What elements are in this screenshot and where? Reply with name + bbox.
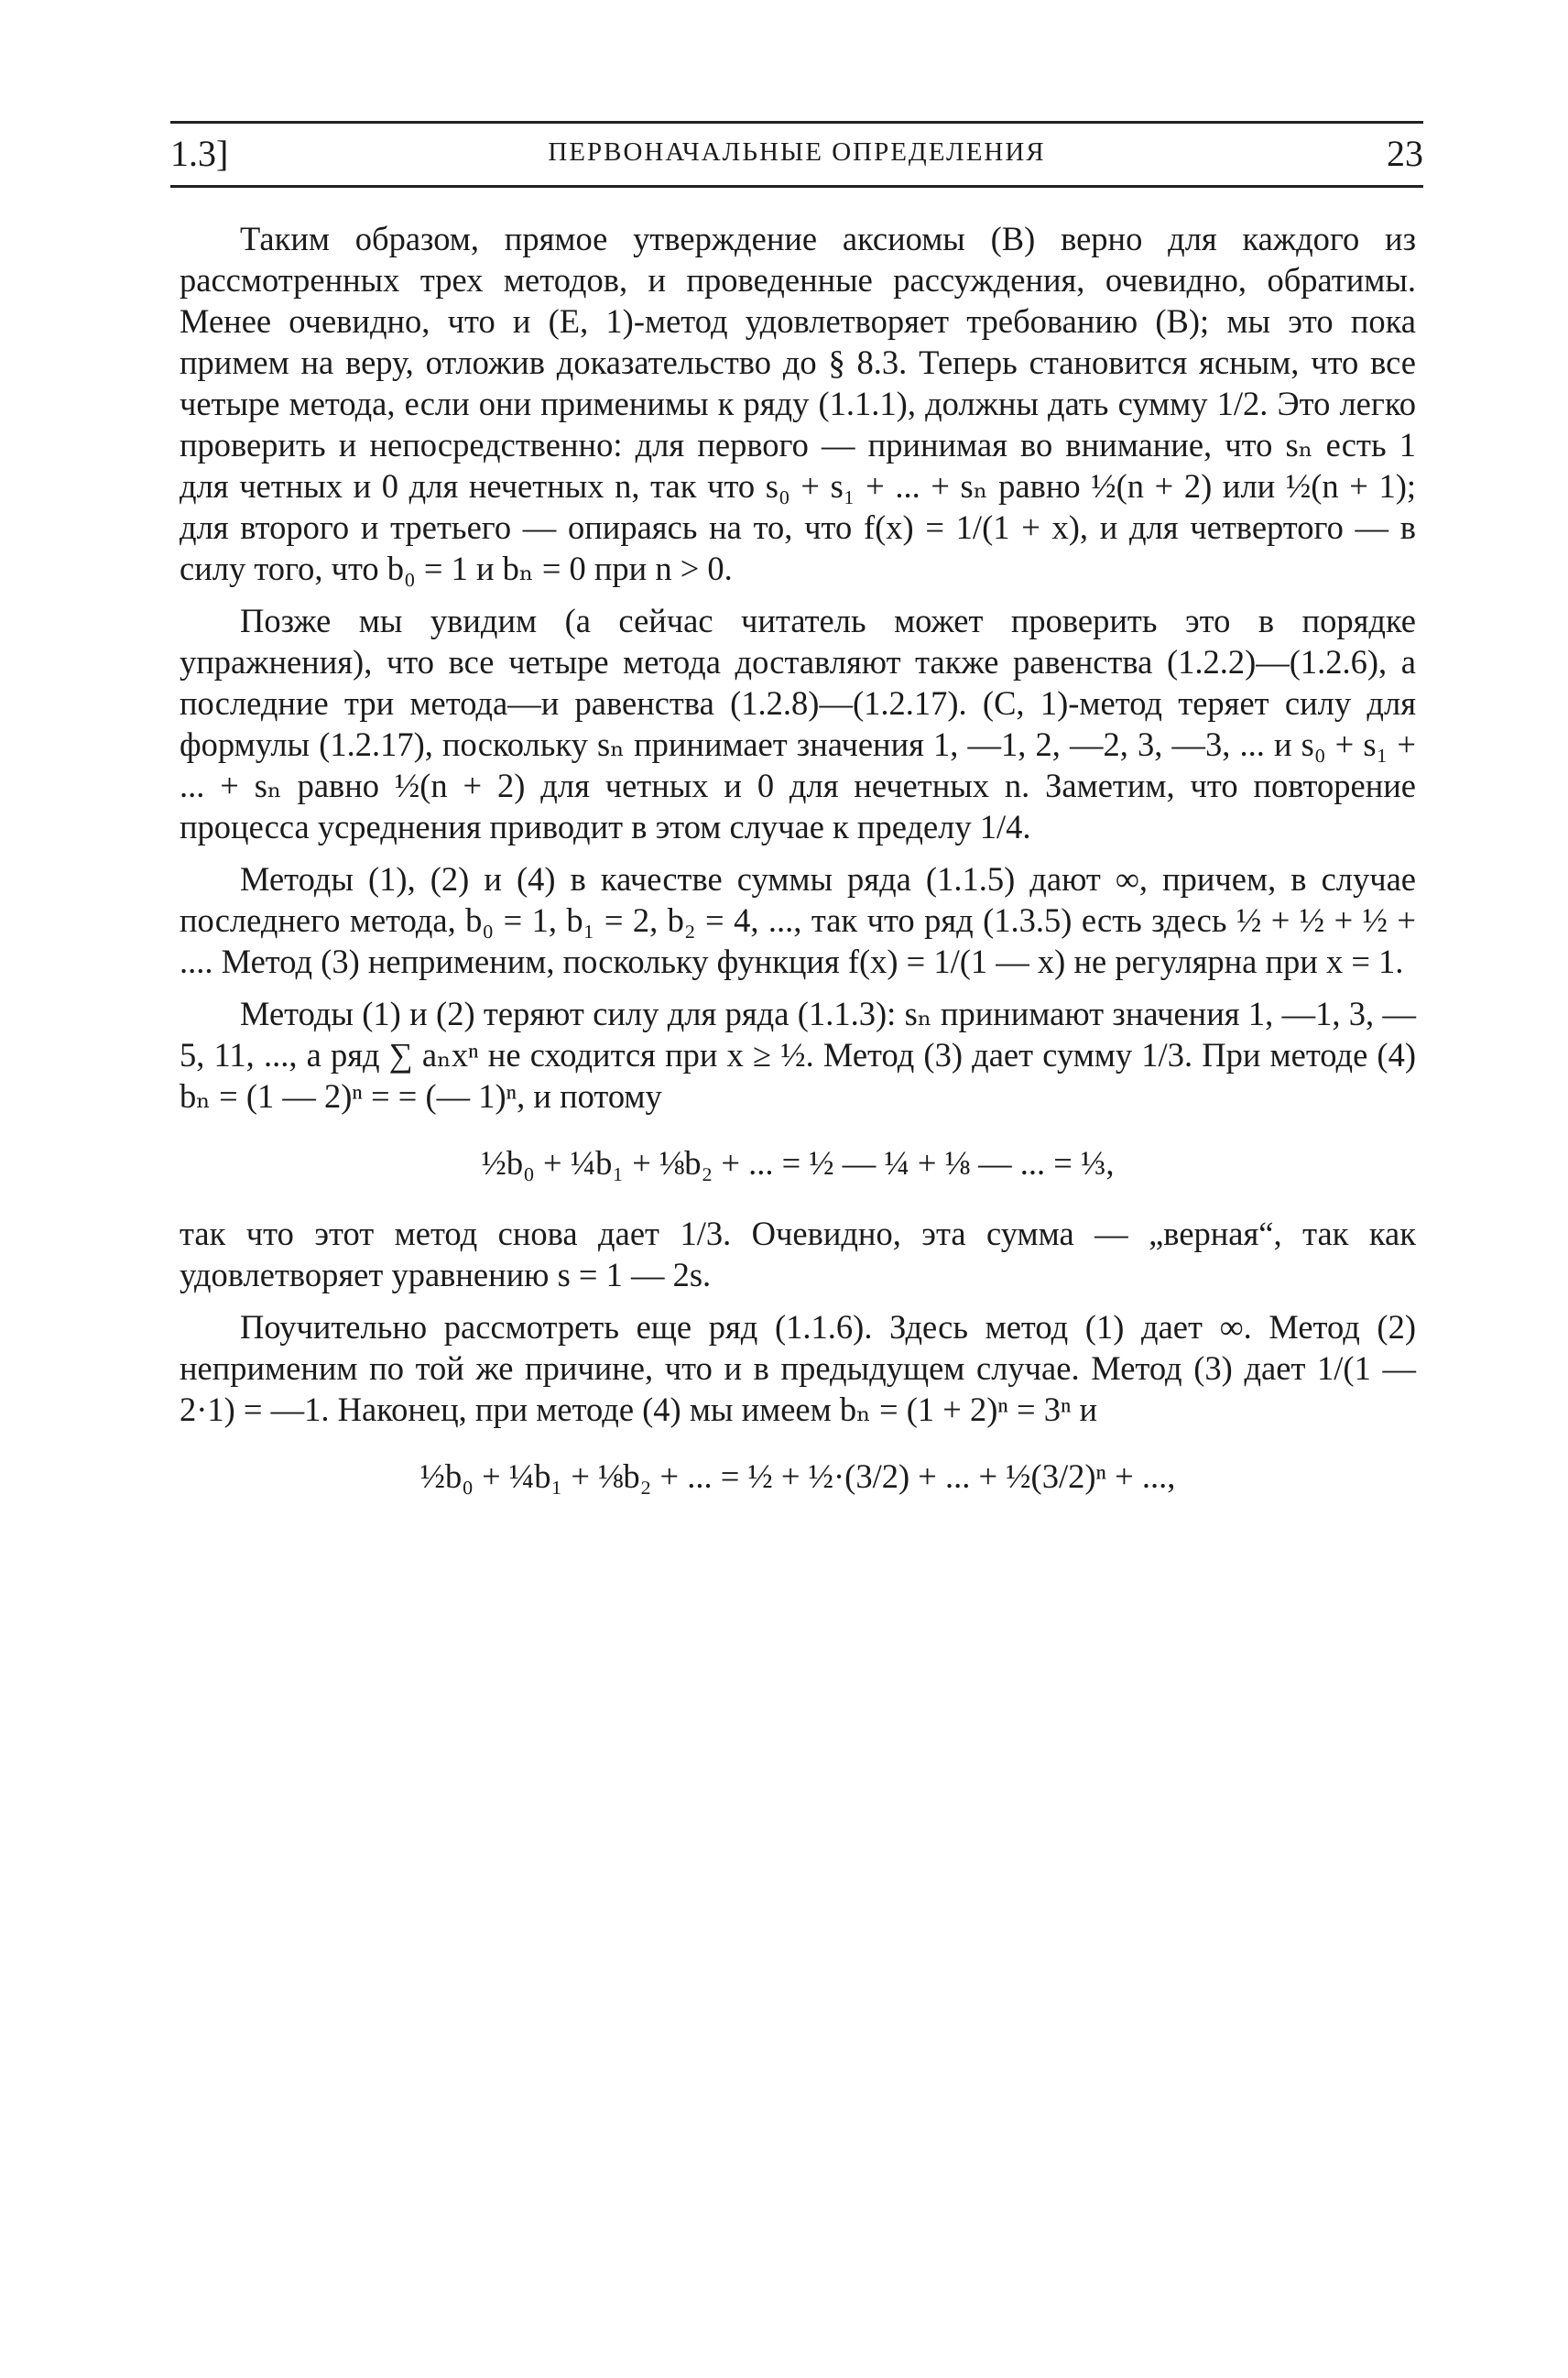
paragraph-later-we-will-see: Позже мы увидим (а сейчас читатель может проверить это в порядке упражнения), что все четыре метода доставляют также равенства (1.2.2)—(1.2.6), а последние три метода—и равенства (1.2.8)—(1.2.17). (C, 1)-метод теряет силу для формулы (1.2.17), поскольку sₙ принимает значения 1, —1, 2, —2, 3, —3, ... и s₀ + s₁ + ... + sₙ равно ½(n + 2) для четных и 0 для нечетных n. Заметим, что повторение процесса усреднения приводит в этом случае к пределу 1/4. — [180, 602, 1416, 845]
header-bottom-rule — [170, 185, 1423, 188]
header-top-rule — [170, 121, 1423, 124]
running-header — [170, 121, 1423, 189]
running-title: ПЕРВОНАЧАЛЬНЫЕ ОПРЕДЕЛЕНИЯ — [548, 137, 1046, 167]
display-formula-divergent-series: ½b₀ + ¼b₁ + ⅛b₂ + ... = ½ + ½·(3/2) + ... + ½(3/2)ⁿ + ..., — [419, 1457, 1176, 1495]
display-formula-one-third: ½b₀ + ¼b₁ + ⅛b₂ + ... = ½ — ¼ + ⅛ — ... = ⅓, — [481, 1144, 1115, 1182]
paragraph-axiom-b: Таким образом, прямое утверждение аксиомы (B) верно для каждого из рассмотренных трех методов, и проведенные рассуждения, очевидно, обратимы. Менее очевидно, что и (E, 1)-метод удовлетворяет требованию (B); мы это пока примем на веру, отложив доказательство до § 8.3. Теперь становится ясным, что все четыре метода, если они применимы к ряду (1.1.1), должны дать сумму 1/2. Это легко проверить и непосредственно: для первого — принимая во внимание, что sₙ есть 1 для четных и 0 для нечетных n, так что s₀ + s₁ + ... + sₙ равно ½(n + 2) или ½(n + 1); для второго и третьего — опираясь на то, что f(x) = 1/(1 + x), и для четвертого — в силу того, что b₀ = 1 и bₙ = 0 при n > 0. — [180, 220, 1416, 587]
paragraph-methods-1-2-fail: Методы (1) и (2) теряют силу для ряда (1.1.3): sₙ принимают значения 1, —1, 3, —5, 11, ..., а ряд ∑ aₙxⁿ не сходится при x ≥ ½. Метод (3) дает сумму 1/3. При методе (4) bₙ = (1 — 2)ⁿ = = (— 1)ⁿ, и потому — [180, 995, 1416, 1115]
paragraph-method-gives-one-third: так что этот метод снова дает 1/3. Очевидно, эта сумма — „верная“, так как удовлетворяет уравнению s = 1 — 2s. — [180, 1215, 1416, 1293]
page-body — [180, 218, 1416, 1526]
paragraph-methods-1-2-4: Методы (1), (2) и (4) в качестве суммы ряда (1.1.5) дают ∞, причем, в случае последнего метода, b₀ = 1, b₁ = 2, b₂ = 4, ..., так что ряд (1.3.5) есть здесь ½ + ½ + ½ + .... Метод (3) неприменим, поскольку функция f(x) = 1/(1 — x) не регулярна при x = 1. — [180, 860, 1416, 980]
page-number: 23 — [1387, 133, 1423, 174]
section-number: 1.3] — [170, 133, 229, 174]
paragraph-series-1-1-6: Поучительно рассмотреть еще ряд (1.1.6). Здесь метод (1) дает ∞. Метод (2) неприменим по той же причине, что и в предыдущем случае. Метод (3) дает 1/(1 — 2·1) = —1. Наконец, при методе (4) мы имеем bₙ = (1 + 2)ⁿ = 3ⁿ и — [180, 1308, 1416, 1428]
